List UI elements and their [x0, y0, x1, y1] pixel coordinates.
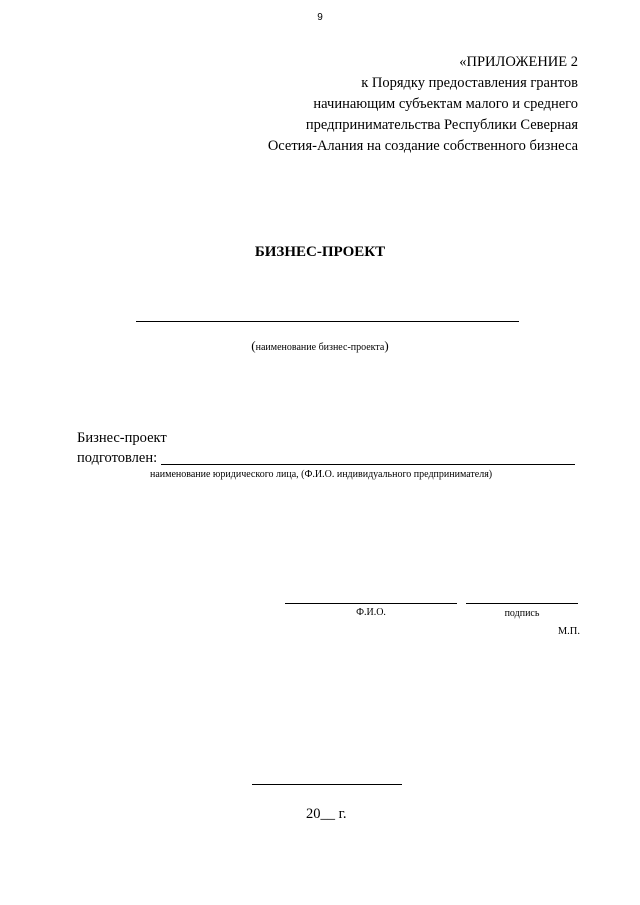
appendix-header: [268, 52, 578, 157]
appendix-line: предпринимательства Республики Северная: [305, 117, 578, 133]
prepared-by-line: Бизнес-проект: [77, 430, 167, 446]
prepared-by-label: [77, 428, 167, 468]
fio-caption: Ф.И.О.: [356, 607, 386, 618]
year-label: 20__ г.: [306, 806, 347, 822]
project-name-caption: (наименование бизнес-проекта): [251, 338, 389, 353]
signature-line: [466, 603, 578, 604]
signature-caption: подпись: [504, 608, 540, 619]
prepared-by-line-field: [161, 464, 575, 465]
prepared-by-line: подготовлен:: [77, 450, 158, 466]
stamp-label: М.П.: [557, 626, 580, 637]
appendix-line: Осетия-Алания на создание собственного бизнеса: [267, 138, 578, 154]
date-line: [252, 784, 402, 785]
fio-line: [285, 603, 457, 604]
appendix-line: начинающим субъектам малого и среднего: [313, 96, 578, 112]
document-title: БИЗНЕС-ПРОЕКТ: [254, 244, 386, 260]
page-number: 9: [317, 12, 323, 23]
appendix-line: к Порядку предоставления грантов: [361, 75, 578, 91]
entity-caption: наименование юридического лица, (Ф.И.О. индивидуального предпринимателя): [150, 469, 493, 480]
appendix-line: «ПРИЛОЖЕНИЕ 2: [459, 54, 578, 70]
project-name-line: [136, 321, 519, 322]
